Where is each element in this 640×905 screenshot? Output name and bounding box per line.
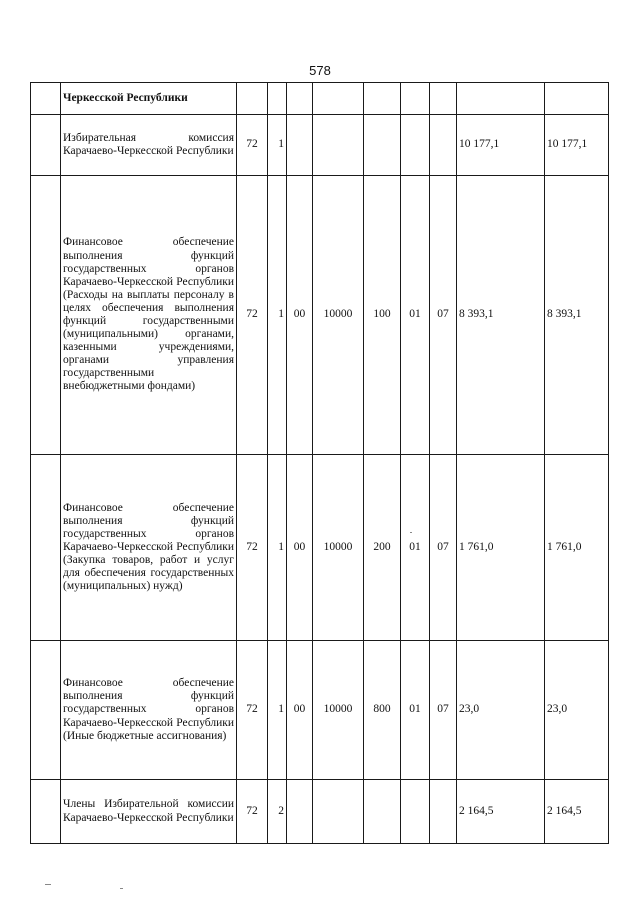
page-number: 578	[309, 63, 331, 78]
amount-1-cell: 1 761,0	[457, 455, 545, 641]
section-cell: 1	[268, 115, 287, 176]
budget-table	[30, 82, 609, 844]
target-code-cell	[313, 83, 364, 115]
subsection-cell	[287, 83, 313, 115]
target-code-cell: 10000	[313, 176, 364, 455]
subsection-cell	[287, 115, 313, 176]
row-index-cell	[31, 455, 61, 641]
expense-type-cell	[364, 115, 401, 176]
expense-type-cell	[364, 780, 401, 844]
amount-1-cell: 10 177,1	[457, 115, 545, 176]
subsection-cell	[287, 780, 313, 844]
table-row	[31, 455, 609, 641]
row-name: Финансовое обеспечение выполнения функций государственных органов Карачаево-Черкесской Республики (Иные бюджетные ассигнования)	[61, 641, 237, 780]
admin-code-cell: 72	[237, 455, 268, 641]
amount-1-cell	[457, 83, 545, 115]
scan-speck	[410, 532, 412, 533]
target-code-cell: 10000	[313, 641, 364, 780]
code-1-cell	[401, 83, 430, 115]
target-code-cell	[313, 780, 364, 844]
amount-2-cell: 23,0	[545, 641, 609, 780]
row-index-cell	[31, 780, 61, 844]
code-2-cell	[430, 115, 457, 176]
expense-type-cell	[364, 83, 401, 115]
subsection-cell: 00	[287, 176, 313, 455]
amount-1-cell: 23,0	[457, 641, 545, 780]
row-name: Черкесской Республики	[61, 83, 237, 115]
amount-2-cell	[545, 83, 609, 115]
row-index-cell	[31, 176, 61, 455]
row-index-cell	[31, 641, 61, 780]
code-1-cell	[401, 115, 430, 176]
admin-code-cell: 72	[237, 115, 268, 176]
table-row	[31, 641, 609, 780]
admin-code-cell: 72	[237, 641, 268, 780]
amount-2-cell: 2 164,5	[545, 780, 609, 844]
table-row	[31, 780, 609, 844]
scan-speck	[45, 884, 51, 885]
section-cell: 2	[268, 780, 287, 844]
code-2-cell: 07	[430, 641, 457, 780]
table-row	[31, 83, 609, 115]
code-1-cell: 01	[401, 176, 430, 455]
expense-type-cell: 200	[364, 455, 401, 641]
admin-code-cell: 72	[237, 780, 268, 844]
target-code-cell: 10000	[313, 455, 364, 641]
amount-2-cell: 1 761,0	[545, 455, 609, 641]
row-name: Финансовое обеспечение выполнения функций государственных органов Карачаево-Черкесской Республики (Закупка товаров, работ и услуг для обеспечения государственных (муниципальных) нужд)	[61, 455, 237, 641]
subsection-cell: 00	[287, 641, 313, 780]
code-2-cell: 07	[430, 455, 457, 641]
expense-type-cell: 800	[364, 641, 401, 780]
row-index-cell	[31, 115, 61, 176]
table-row	[31, 176, 609, 455]
target-code-cell	[313, 115, 364, 176]
subsection-cell: 00	[287, 455, 313, 641]
amount-2-cell: 8 393,1	[545, 176, 609, 455]
row-index-cell	[31, 83, 61, 115]
admin-code-cell	[237, 83, 268, 115]
section-cell: 1	[268, 641, 287, 780]
section-cell	[268, 83, 287, 115]
amount-1-cell: 8 393,1	[457, 176, 545, 455]
code-2-cell: 07	[430, 176, 457, 455]
admin-code-cell: 72	[237, 176, 268, 455]
scan-speck	[120, 888, 123, 889]
section-cell: 1	[268, 176, 287, 455]
amount-2-cell: 10 177,1	[545, 115, 609, 176]
amount-1-cell: 2 164,5	[457, 780, 545, 844]
row-name: Члены Избирательной комиссии Карачаево-Черкесской Республики	[61, 780, 237, 844]
code-1-cell: 01	[401, 455, 430, 641]
row-name: Финансовое обеспечение выполнения функций государственных органов Карачаево-Черкесской Республики (Расходы на выплаты персоналу в целях обеспечения выполнения функций государственными (муниципальными) органами, казенными учреждениями, органами управления государственными внебюджетными фондами)	[61, 176, 237, 455]
code-1-cell	[401, 780, 430, 844]
table-row	[31, 115, 609, 176]
row-name: Избирательная комиссия Карачаево-Черкесской Республики	[61, 115, 237, 176]
code-2-cell	[430, 83, 457, 115]
section-cell: 1	[268, 455, 287, 641]
code-1-cell: 01	[401, 641, 430, 780]
code-2-cell	[430, 780, 457, 844]
expense-type-cell: 100	[364, 176, 401, 455]
